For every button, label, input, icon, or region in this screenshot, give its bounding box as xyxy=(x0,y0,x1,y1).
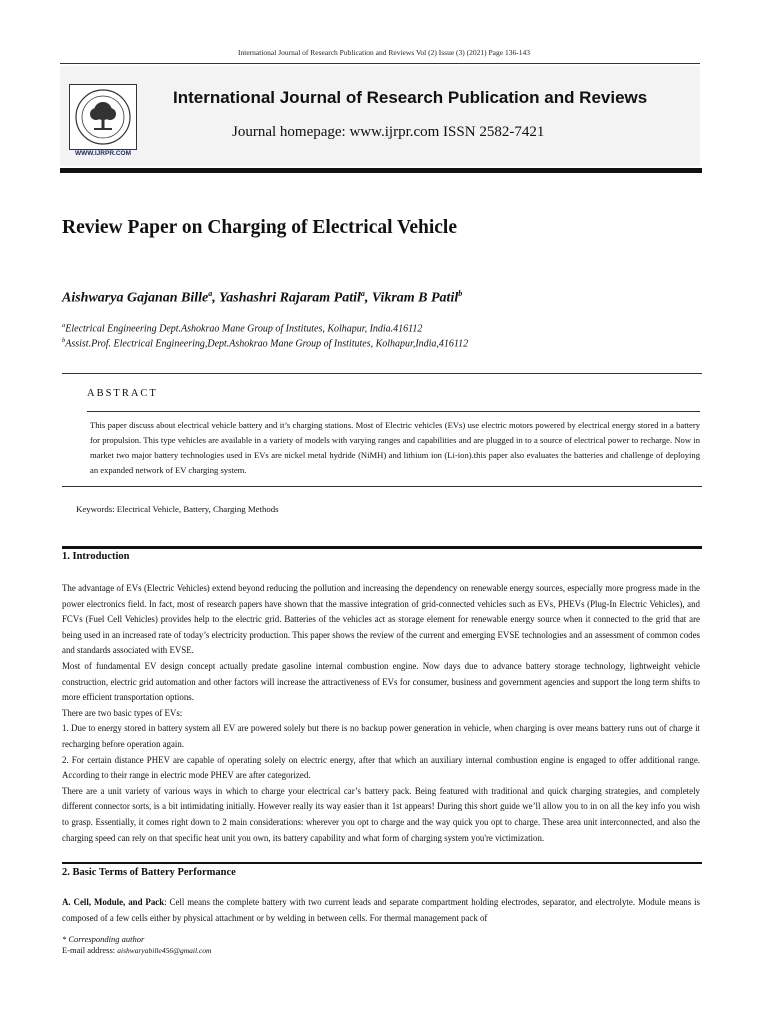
author-sep: , xyxy=(364,290,372,306)
masthead-rule xyxy=(60,168,702,173)
paragraph: : Cell means the complete battery with two current leads and separate compartment holding electrodes, separator, and electrolyte. Module means is composed of a few cells either by physical attachment or by welding in between cells. For thermal management pack of xyxy=(62,897,700,923)
paragraph: There are two basic types of EVs: xyxy=(62,707,183,718)
section-rule xyxy=(62,546,702,549)
author-name: Aishwarya Gajanan Bille xyxy=(62,290,209,306)
author-sup: a xyxy=(360,289,365,298)
affiliation-a xyxy=(62,322,422,334)
affiliation-text: Assist.Prof. Electrical Engineering,Dept.Ashokrao Mane Group of Institutes, Kolhapur,India,416112 xyxy=(65,338,469,350)
journal-masthead xyxy=(60,66,700,166)
paragraph: The advantage of EVs (Electric Vehicles) extend beyond reducing the pollution and increasing the dependency on renewable energy sources, especially more progress made in the power electronics field. In fact, most of research papers have shown that the massive integration of grid-connected vehicles such as EVs, PHEVs (Plug-In Electric Vehicles), and FCVs (Fuel Cell Vehicles) provides help to the electric grid. Batteries of the vehicles act as storage element for renewable energy source when it connected to the grid that are being used in an increased rate of today’s electricity production. This paper shows the review of the current and emerging EVSE technologies and an assessment of common codes and standards associated with EVSE. xyxy=(62,583,700,656)
header-rule xyxy=(60,63,700,64)
paper-title: Review Paper on Charging of Electrical Vehicle xyxy=(62,217,457,238)
affiliation-sup: a xyxy=(62,322,66,329)
list-item: 1. Due to energy stored in battery system all EV are powered solely but there is no backup power generation in vehicle, when charging is over means battery runs out of charge it recharging before operation again. xyxy=(62,723,700,749)
journal-logo xyxy=(66,80,140,160)
affiliation-b xyxy=(62,337,468,349)
author-sup: b xyxy=(458,289,463,298)
abstract-inner-rule xyxy=(87,411,700,412)
email-label: E-mail address: xyxy=(62,945,118,955)
paragraph: There are a unit variety of various ways in which to charge your electrical car’s battery pack. Being featured with traditional and quick charging strategies, and completely different connector sorts, is a bit intimidating initially. However really its way easier than it 1st appears! During this short guide we’ll allow you to in on all the key info you wish to grasp. Essentially, it comes right down to 2 main considerations: wherever you opt to charge and the way quick you opt to charge. These area unit interconnected, and also the charging speed can rely on that specific heat unit you own, its battery capability and what form of charging system you're victimization. xyxy=(62,785,700,843)
corresponding-author: * Corresponding author xyxy=(62,934,145,944)
section-heading-basic-terms: 2. Basic Terms of Battery Performance xyxy=(62,867,236,878)
abstract-heading: ABSTRACT xyxy=(87,388,158,399)
abstract-text: This paper discuss about electrical vehicle battery and it’s charging stations. Most of Electric vehicles (EVs) use electric motors powered by electrical energy stored in a battery for propulsion. This type vehicles are available in a variety of models with varying ranges and capabilities and are plugged in to a source of electrical power to recharge. Now in market two major battery technologies used in EVs are nickel metal hydride (NiMH) and lithium ion (Li-ion).this paper also evaluates the batteries and challenge of deploying an expanded network of EV charging system. xyxy=(90,420,700,475)
email-address: aishwaryabille456@gmail.com xyxy=(117,946,212,955)
affiliation-text: Electrical Engineering Dept.Ashokrao Mane Group of Institutes, Kolhapur, India.416112 xyxy=(65,323,423,335)
running-header: International Journal of Research Publication and Reviews Vol (2) Issue (3) (2021) Page 136-143 xyxy=(238,48,530,57)
list-item: 2. For certain distance PHEV are capable of operating solely on electric energy, after that which an auxiliary internal combustion engine is engaged to offer additional range. According to their range in electric mode PHEV are after categorized. xyxy=(62,754,700,781)
author-sup: a xyxy=(208,289,213,298)
author-sep: , xyxy=(212,290,220,306)
subsection-lead: A. Cell, Module, and Pack xyxy=(62,897,165,907)
logo-url-text: WWW.IJRPR.COM xyxy=(75,150,131,157)
section2-body xyxy=(62,895,700,926)
keywords: Keywords: Electrical Vehicle, Battery, Charging Methods xyxy=(76,504,279,514)
journal-title: International Journal of Research Publication and Reviews xyxy=(173,88,648,107)
author-name: Yashashri Rajaram Patil xyxy=(219,290,361,306)
author-name: Vikram B Patil xyxy=(371,290,459,306)
abstract-top-rule xyxy=(62,373,702,374)
email-line xyxy=(62,945,211,955)
author-list xyxy=(62,289,462,307)
abstract-bottom-rule xyxy=(62,486,702,487)
journal-homepage: Journal homepage: www.ijrpr.com ISSN 2582-7421 xyxy=(232,124,545,140)
affiliation-sup: b xyxy=(62,337,66,344)
section-rule xyxy=(62,862,702,864)
introduction-body xyxy=(62,581,700,846)
tree-seal-icon xyxy=(70,85,136,149)
paragraph: Most of fundamental EV design concept actually predate gasoline internal combustion engine. Now days due to advance battery storage technology, lightweight vehicle construction, electric grid automation and other factors will increase the attractiveness of EVs for consumer, business and government agencies and support the long term shifts to more efficient transportation options. xyxy=(62,660,700,703)
section-heading-introduction: 1. Introduction xyxy=(62,551,130,562)
